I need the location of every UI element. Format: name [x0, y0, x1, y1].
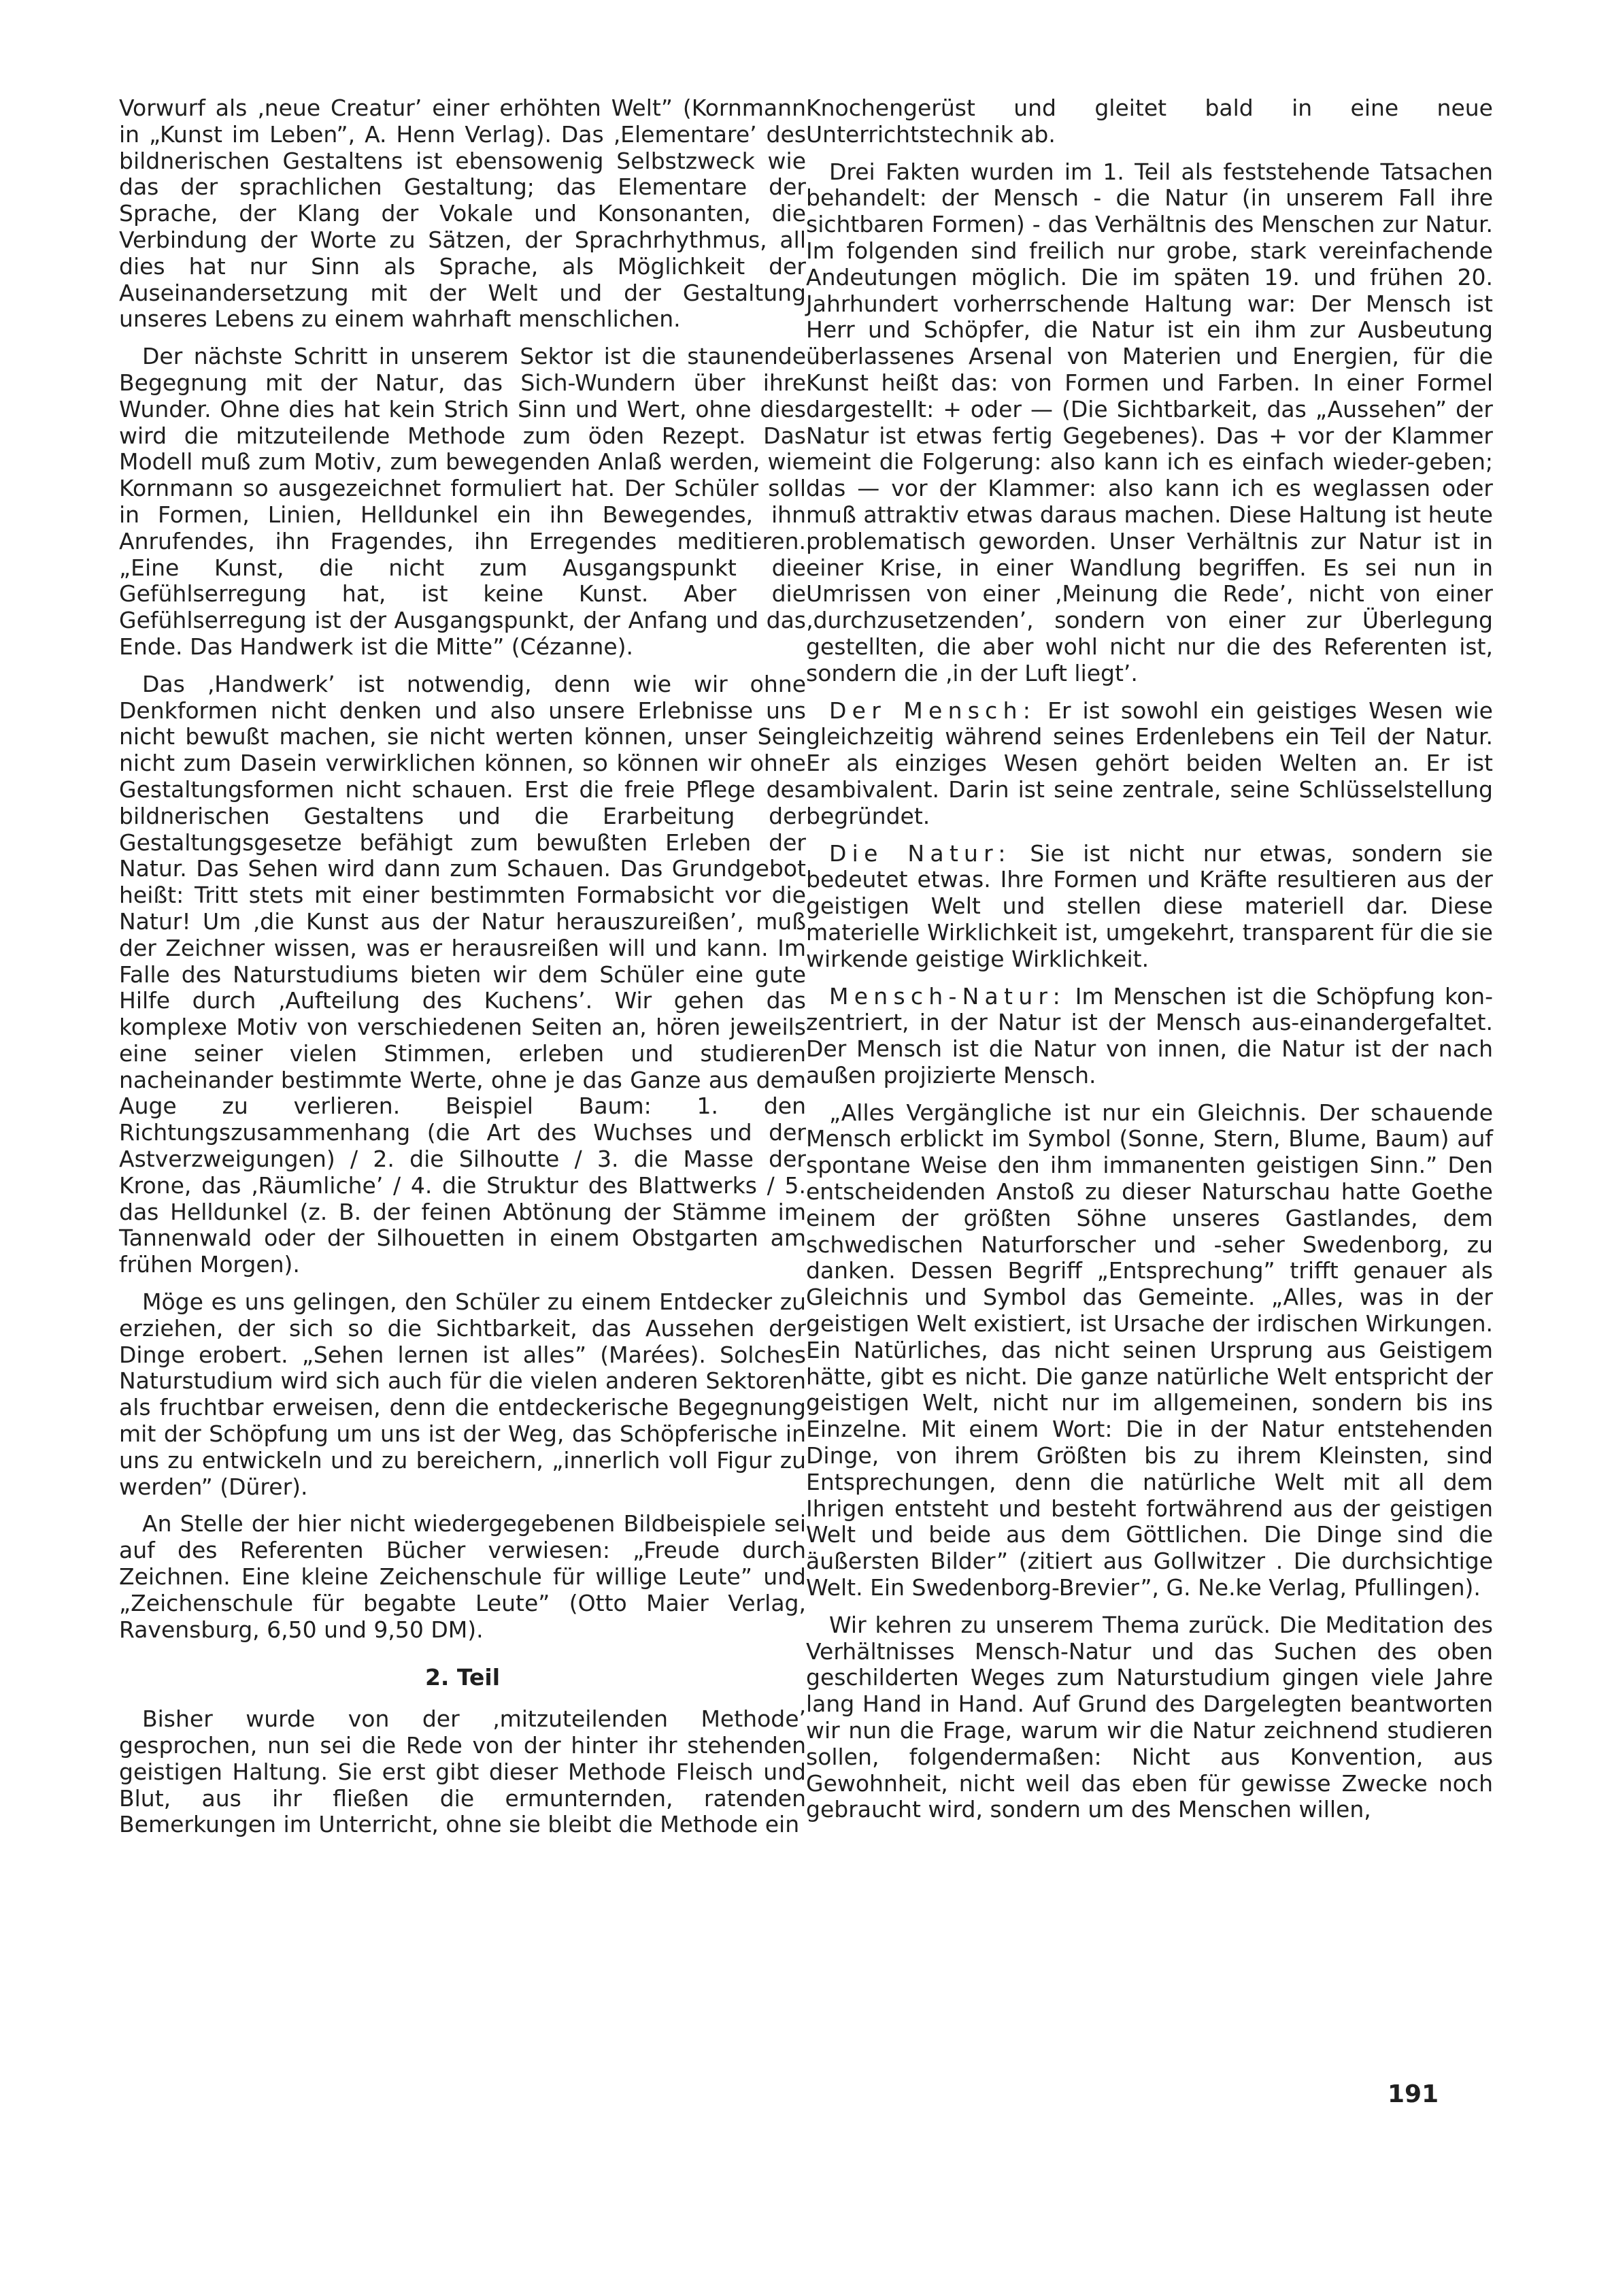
paragraph-text: Sie ist nicht nur etwas, sondern sie bedeutet etwas. Ihre Formen und Kräfte resultieren aus der geistigen Welt und stellen diese materiell dar. Diese materielle Wirklichkeit ist, umgekehrt, transparent für die sie wirkende geistige Wirklichkeit. [806, 839, 1493, 972]
section-heading: 2. Teil [424, 1664, 501, 1691]
spaced-lead-term: Mensch-Natur: [829, 982, 1066, 1010]
paragraph-text: Er ist sowohl ein geistiges Wesen wie gleichzeitig während seines Erdenlebens ein Teil der Natur. Er als einziges Wesen gehört beiden Welten an. Er ist ambivalent. Darin ist seine zentrale, seine Schlüsselstellung begründet. [806, 697, 1493, 829]
paragraph-die-natur [806, 841, 1493, 973]
left-column [119, 95, 806, 1849]
paragraph: Möge es uns gelingen, den Schüler zu einem Entdecker zu erziehen, der sich so die Sichtbarkeit, das Aussehen der Dinge erobert. „Sehen lernen ist alles” (Marées). Solches Naturstudium wird sich auch für die vielen anderen Sektoren als fruchtbar erweisen, denn die entdeckerische Begegnung mit der Schöpfung um uns ist der Weg, das Schöpferische in uns zu entwickeln und zu bereichern, „innerlich voll Figur zu werden” (Dürer). [119, 1288, 806, 1500]
paragraph: Drei Fakten wurden im 1. Teil als feststehende Tatsachen behandelt: der Mensch - die Natur (in unserem Fall ihre sichtbaren Formen) - das Verhältnis des Menschen zur Natur. Im folgenden sind freilich nur grobe, stark vereinfachende Andeutungen möglich. Die im späten 19. und frühen 20. Jahrhundert vorherrschende Haltung war: Der Mensch ist Herr und Schöpfer, die Natur ist ein ihm zur Ausbeutung überlassenes Arsenal von Materien und Energien, für die Kunst heißt das: von Formen und Farben. In einer Formel dargestellt: + oder — (Die Sichtbarkeit, das „Aussehen” der Natur ist etwas fertig Gegebenes). Das + vor der Klammer meint die Folgerung: also kann ich es einfach wieder-geben; das — vor der Klammer: also kann ich es weglassen oder muß attraktiv etwas daraus machen. Diese Haltung ist heute problematisch geworden. Unser Verhältnis zur Natur ist in einer Krise, in einer Wandlung begriffen. Es sei nun in Umrissen von einer ‚Meinung die Rede’, nicht von einer ‚durchzusetzenden’, sondern von einer zur Überlegung gestellten, die aber wohl nicht nur die des Referenten ist, sondern die ‚in der Luft liegt’. [806, 158, 1493, 686]
paragraph: „Alles Vergängliche ist nur ein Gleichnis. Der schauende Mensch erblickt im Symbol (Sonne, Stern, Blume, Baum) auf spontane Weise den ihm immanenten geistigen Sinn.” Den entscheidenden Anstoß zu dieser Naturschau hatte Goethe einem der größten Söhne unseres Gastlandes, dem schwedischen Naturforscher und -seher Swedenborg, zu danken. Dessen Begriff „Entsprechung” trifft genauer als Gleichnis und Symbol das Gemeinte. „Alles, was in der geistigen Welt existiert, ist Ursache der irdischen Wirkungen. Ein Natürliches, das nicht seinen Ursprung aus Geistigem hätte, gibt es nicht. Die ganze natürliche Welt entspricht der geistigen Welt, nicht nur im allgemeinen, sondern bis ins Einzelne. Mit einem Wort: Die in der Natur entstehenden Dinge, von ihrem Größten bis zu ihrem Kleinsten, sind Entsprechungen, denn die natürliche Welt mit all dem Ihrigen entsteht und besteht fortwährend aus der geistigen Welt und beide aus dem Göttlichen. Die Dinge sind die äußersten Bilder” (zitiert aus Gollwitzer . Die durchsichtige Welt. Ein Swedenborg-Brevier”, G. Ne.ke Verlag, Pfullingen). [806, 1099, 1493, 1601]
right-column [806, 95, 1493, 1834]
paragraph-text: Im Menschen ist die Schöpfung kon-zentriert, in der Natur ist der Mensch aus-einandergefaltet. Der Mensch ist die Natur von innen, die Natur ist der nach außen projizierte Mensch. [806, 982, 1493, 1088]
spaced-lead-term: Der Mensch: [829, 697, 1037, 724]
paragraph: Wir kehren zu unserem Thema zurück. Die Meditation des Verhältnisses Mensch-Natur und das Suchen des oben geschilderten Weges zum Naturstudium gingen viele Jahre lang Hand in Hand. Auf Grund des Dargelegten beantworten wir nun die Frage, warum wir die Natur zeichnend studieren sollen, folgendermaßen: Nicht aus Konvention, aus Gewohnheit, nicht weil das eben für gewisse Zwecke noch gebraucht wird, sondern um des Menschen willen, [806, 1611, 1493, 1823]
paragraph-mensch-natur [806, 984, 1493, 1089]
paragraph: Der nächste Schritt in unserem Sektor ist die staunende Begegnung mit der Natur, das Sich-Wundern über ihre Wunder. Ohne dies hat kein Strich Sinn und Wert, ohne dies wird die mitzuteilende Methode zum öden Rezept. Das Modell muß zum Motiv, zum bewegenden Anlaß werden, wie Kornmann so ausgezeichnet formuliert hat. Der Schüler soll in Formen, Linien, Helldunkel ein ihn Bewegendes, ihn Anrufendes, ihn Fragendes, ihn Erregendes meditieren. „Eine Kunst, die nicht zum Ausgangspunkt die Gefühlserregung hat, ist keine Kunst. Aber die Gefühlserregung ist der Ausgangspunkt, der Anfang und das Ende. Das Handwerk ist die Mitte” (Cézanne). [119, 343, 806, 660]
paragraph: Knochengerüst und gleitet bald in eine neue Unterrichtstechnik ab. [806, 95, 1493, 148]
paragraph: Vorwurf als ‚neue Creatur’ einer erhöhten Welt” (Kornmann in „Kunst im Leben”, A. Henn Verlag). Das ‚Elementare’ des bildnerischen Gestaltens ist ebensowenig Selbstzweck wie das der sprachlichen Gestaltung; das Elementare der Sprache, der Klang der Vokale und Konsonanten, die Verbindung der Worte zu Sätzen, der Sprachrhythmus, all dies hat nur Sinn als Sprache, als Möglichkeit der Auseinandersetzung mit der Welt und der Gestaltung unseres Lebens zu einem wahrhaft menschlichen. [119, 95, 806, 333]
paragraph: Bisher wurde von der ‚mitzuteilenden Methode’ gesprochen, nun sei die Rede von der hinter ihr stehenden geistigen Haltung. Sie erst gibt dieser Methode Fleisch und Blut, aus ihr fließen die ermunternden, ratenden Bemerkungen im Unterricht, ohne sie bleibt die Methode ein [119, 1706, 806, 1838]
page-number: 191 [1388, 2080, 1439, 2108]
paragraph: An Stelle der hier nicht wiedergegebenen Bildbeispiele sei auf des Referenten Bücher verwiesen: „Freude durch Zeichnen. Eine kleine Zeichenschule für willige Leute” und „Zeichenschule für begabte Leute” (Otto Maier Verlag, Ravensburg, 6,50 und 9,50 DM). [119, 1510, 806, 1643]
spaced-lead-term: Die Natur: [829, 839, 1011, 867]
paragraph-der-mensch [806, 698, 1493, 830]
paragraph: Das ‚Handwerk’ ist notwendig, denn wie wir ohne Denkformen nicht denken und also unsere Erlebnisse uns nicht bewußt machen, sie nicht werten können, unser Sein nicht zum Dasein verwirklichen können, so können wir ohne Gestaltungsformen nicht schauen. Erst die freie Pflege des bildnerischen Gestaltens und die Erarbeitung der Gestaltungsgesetze befähigt zum bewußten Erleben der Natur. Das Sehen wird dann zum Schauen. Das Grundgebot heißt: Tritt stets mit einer bestimmten Formabsicht vor die Natur! Um ‚die Kunst aus der Natur herauszureißen’, muß der Zeichner wissen, was er herausreißen will und kann. Im Falle des Naturstudiums bieten wir dem Schüler eine gute Hilfe durch ‚Aufteilung des Kuchens’. Wir gehen das komplexe Motiv von verschiedenen Seiten an, hören jeweils eine seiner vielen Stimmen, erleben und studieren nacheinander bestimmte Werte, ohne je das Ganze aus dem Auge zu verlieren. Beispiel Baum: 1. den Richtungszusammenhang (die Art des Wuchses und der Astverzweigungen) / 2. die Silhoutte / 3. die Masse der Krone, das ‚Räumliche’ / 4. die Struktur des Blattwerks / 5. das Helldunkel (z. B. der feinen Abtönung der Stämme im Tannenwald oder der Silhouetten in einem Obstgarten am frühen Morgen). [119, 670, 806, 1278]
